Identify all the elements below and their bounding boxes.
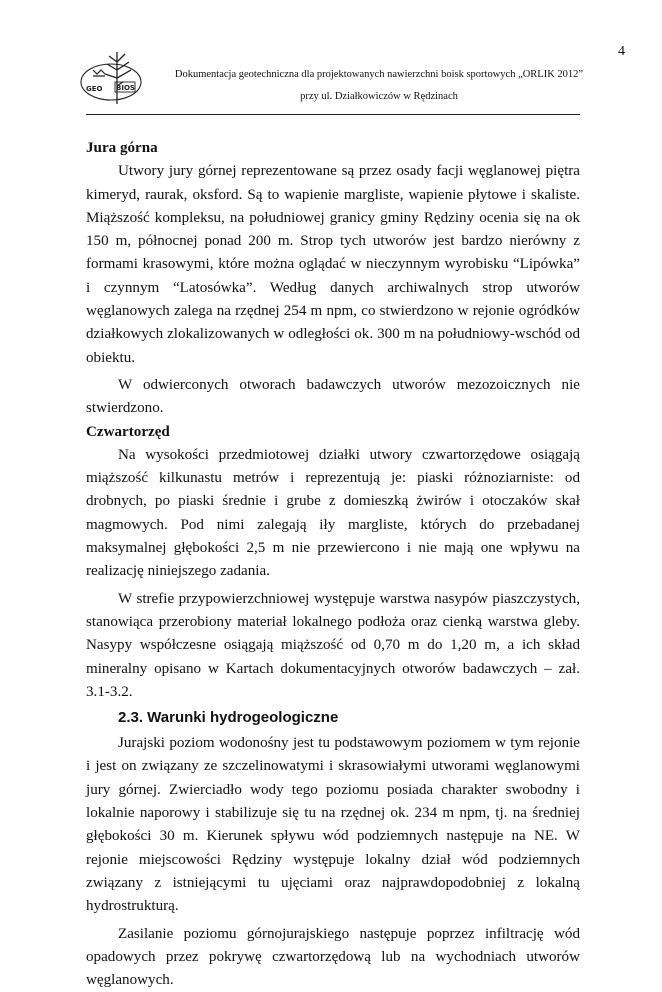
header-divider xyxy=(86,114,580,115)
section-heading-jura: Jura górna xyxy=(86,137,580,160)
page-number: 4 xyxy=(618,44,625,60)
svg-text:GEO: GEO xyxy=(86,85,103,93)
paragraph-jura-1: Utwory jury górnej reprezentowane są przez osady facji węglanowej piętra kimeryd, raurak, oksford. Są to wapienie margliste, wapienie płytowe i skaliste. Miąższość kompleksu, na południowej granicy gminy Rędziny ocenia się na ok 150 m, północnej ponad 200 m. Strop tych utworów jest bardzo nierówny z formami krasowymi, które można oglądać w nieczynnym wyrobisku “Lipówka” i czynnym “Latosówka”. Według danych archiwalnych strop utworów węglanowych zalega na rzędnej 254 m npm, co stwierdzono w rejonie ogródków działkowych zlokalizowanych w odległości ok. 300 m na południowy-wschód od obiektu. xyxy=(86,160,580,370)
section-heading-hydrogeology: 2.3. Warunki hydrogeologiczne xyxy=(118,707,580,729)
section-heading-czwartorzed: Czwartorzęd xyxy=(86,421,580,444)
svg-text:BIOS: BIOS xyxy=(116,84,135,92)
document-body xyxy=(86,137,580,992)
paragraph-czwartorzed-2: W strefie przypowierzchniowej występuje warstwa nasypów piaszczystych, stanowiąca przerobiony materiał lokalnego podłoża oraz cienką warstwa gleby. Nasypy współczesne osiągają miąższość od 0,70 m do 1,20 m, a ich skład mineralny opisano w Kartach dokumentacyjnych otworów badawczych – zał. 3.1-3.2. xyxy=(86,588,580,704)
paragraph-jura-2: W odwierconych otworach badawczych utworów mezozoicznych nie stwierdzono. xyxy=(86,374,580,421)
header-subtitle: przy ul. Działkowiczów w Rędzinach xyxy=(150,91,608,102)
paragraph-hydro-1: Jurajski poziom wodonośny jest tu podstawowym poziomem w tym rejonie i jest on związany ze szczelinowatymi i skrasowiałymi utworami węglanowymi jury górnej. Zwierciadło wody tego poziomu posiada charakter swobodny i lokalnie naporowy i stabilizuje się tu na rzędnej ok. 234 m npm, tj. na średniej głębokości 30 m. Kierunek spływu wód podziemnych następuje na NE. W rejonie miejscowości Rędziny występuje lokalny dział wód podziemnych związany z istniejącymi tu ujęciami oraz najprawdopodobniej z lokalną hydrostrukturą. xyxy=(86,732,580,918)
paragraph-hydro-2: Zasilanie poziomu górnojurajskiego następuje poprzez infiltrację wód opadowych przez pokrywę czwartorzędową lub na wychodniach utworów węglanowych. xyxy=(86,923,580,992)
header-title: Dokumentacja geotechniczna dla projektowanych nawierzchni boisk sportowych „ORLIK 2012” xyxy=(150,69,608,80)
paragraph-czwartorzed-1: Na wysokości przedmiotowej działki utwory czwartorzędowe osiągają miąższość kilkunastu metrów i reprezentują je: piaski różnoziarniste: od drobnych, po piaski średnie i grube z domieszką żwirów i otoczaków skał magmowych. Pod nimi zalegają iły margliste, których do przebadanej maksymalnej głębokości 2,5 m nie przewiercono i nie mają one wpływu na realizację niniejszego zadania. xyxy=(86,444,580,584)
geo-bios-logo xyxy=(77,48,149,108)
